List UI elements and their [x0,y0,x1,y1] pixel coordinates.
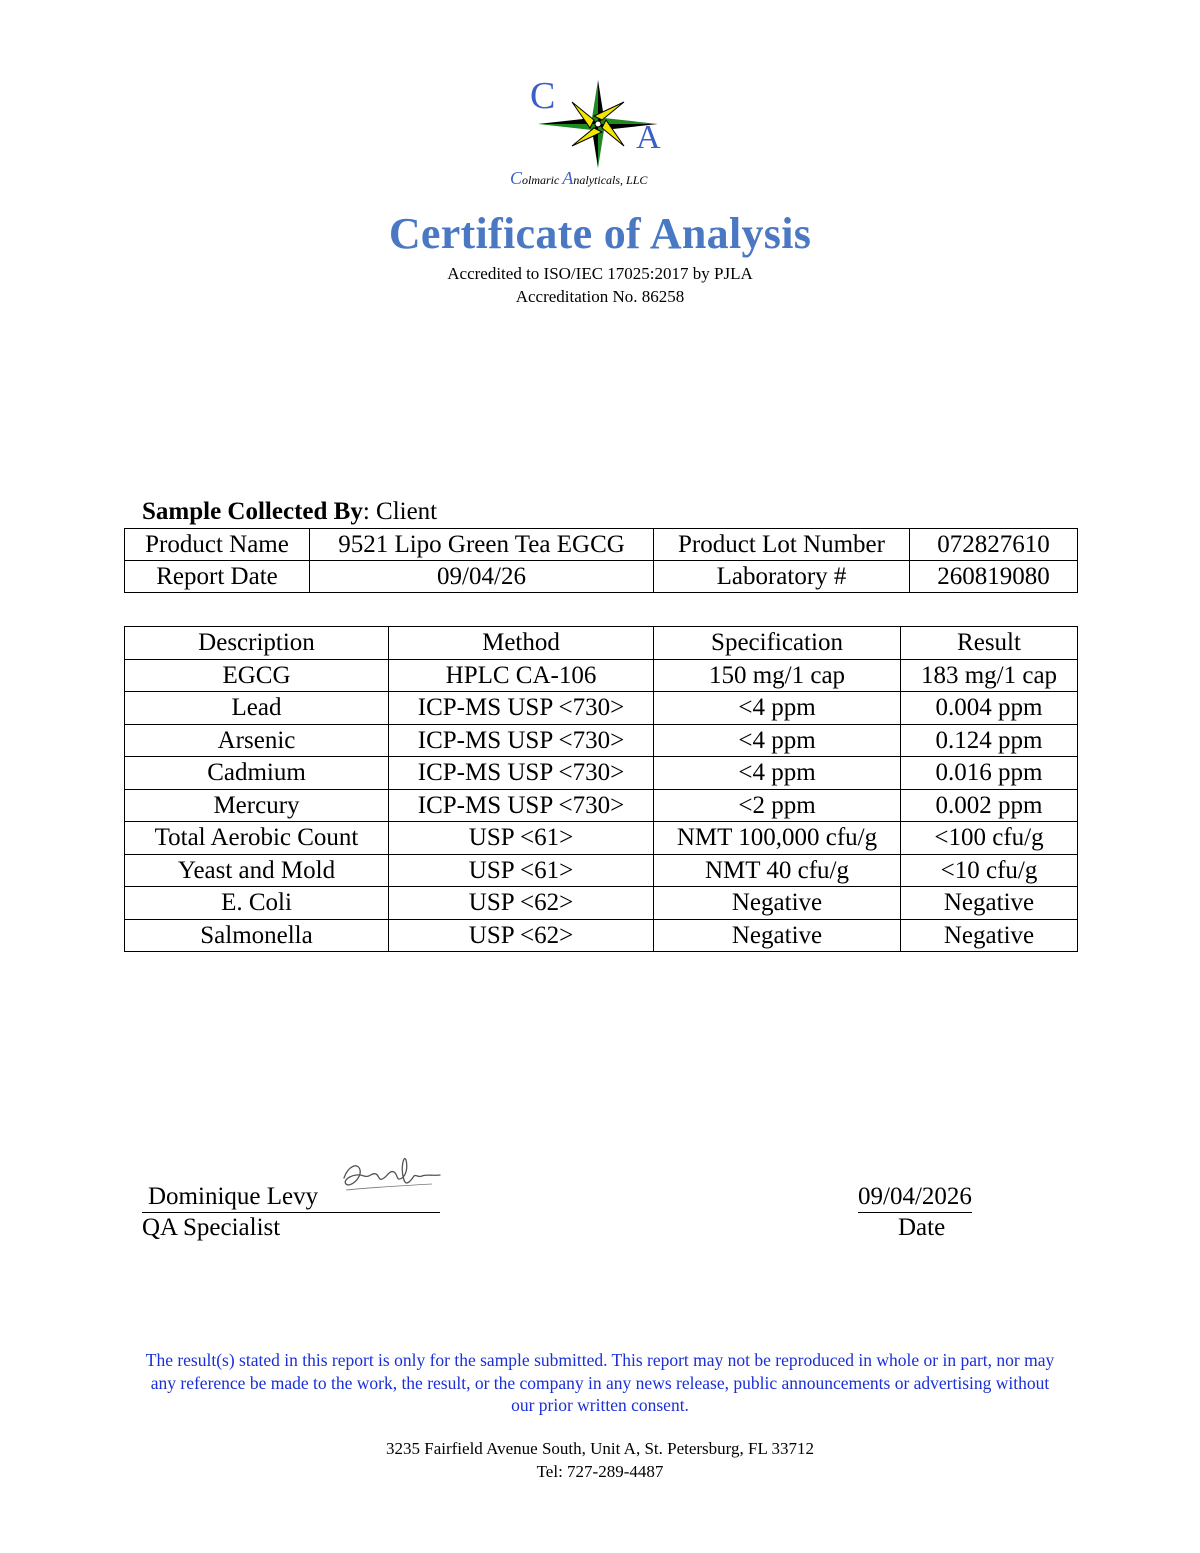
cell-description: Yeast and Mold [125,854,389,887]
table-row [125,561,1078,593]
cell-method: ICP-MS USP <730> [389,789,654,822]
cell-method: USP <61> [389,854,654,887]
cell-result: 0.004 ppm [901,692,1078,725]
footer-phone: Tel: 727-289-4487 [536,1462,664,1481]
cell-specification: Negative [654,887,901,920]
sample-collected-label: Sample Collected By [142,498,363,525]
cell-specification: 150 mg/1 cap [654,659,901,692]
cell-description: Arsenic [125,724,389,757]
sample-collected-value: : Client [362,498,438,525]
cell-method: ICP-MS USP <730> [389,757,654,790]
cell-result: Negative [901,919,1078,952]
table-row [125,659,1078,692]
logo-letter-a: A [636,119,661,156]
cell-method: USP <62> [389,887,654,920]
cell-description: EGCG [125,659,389,692]
cell-description: Salmonella [125,919,389,952]
cell-specification: <4 ppm [654,724,901,757]
cell-specification: Negative [654,919,901,952]
cell-description: Mercury [125,789,389,822]
cell-specification: <4 ppm [654,757,901,790]
cell-specification: <2 ppm [654,789,901,822]
cell-label-product-name: Product Name [125,529,310,561]
compass-star-icon [500,72,700,192]
cell-lot-number: 072827610 [910,529,1078,561]
cell-laboratory-number: 260819080 [910,561,1078,593]
handwritten-signature [336,1148,446,1208]
cell-label-report-date: Report Date [125,561,310,593]
cell-method: USP <62> [389,919,654,952]
cell-result: <10 cfu/g [901,854,1078,887]
accreditation-number: Accreditation No. 86258 [515,287,685,306]
table-row [125,789,1078,822]
table-header-row [125,627,1078,660]
sign-date: 09/04/2026 [858,1182,972,1213]
table-row [125,692,1078,725]
header-result: Result [901,627,1078,660]
table-row [125,822,1078,855]
table-row [125,757,1078,790]
cell-description: Lead [125,692,389,725]
table-row [125,887,1078,920]
cell-specification: <4 ppm [654,692,901,725]
logo-letter-c: C [530,75,556,117]
page-title: Certificate of Analysis [388,209,812,258]
cell-method: ICP-MS USP <730> [389,692,654,725]
table-row [125,854,1078,887]
cell-result: 0.124 ppm [901,724,1078,757]
product-info-table [124,528,1078,593]
header-description: Description [125,627,389,660]
results-table [124,626,1078,952]
disclaimer-text: The result(s) stated in this report is only for the sample submitted. This report may not be reproduced in whole or in part, nor may any reference be made to the work, the result, or the company in any news release, public announcements or advertising without our prior written consent. [145,1350,1055,1415]
header-method: Method [389,627,654,660]
cell-result: 183 mg/1 cap [901,659,1078,692]
cell-result: 0.016 ppm [901,757,1078,790]
cell-method: HPLC CA-106 [389,659,654,692]
table-row [125,529,1078,561]
cell-method: USP <61> [389,822,654,855]
cell-label-lot-number: Product Lot Number [654,529,910,561]
cell-label-laboratory-number: Laboratory # [654,561,910,593]
footer-address: 3235 Fairfield Avenue South, Unit A, St. Petersburg, FL 33712 [386,1439,814,1458]
cell-result: <100 cfu/g [901,822,1078,855]
sample-collected [142,498,437,526]
accreditation-line: Accredited to ISO/IEC 17025:2017 by PJLA [447,264,753,283]
header-specification: Specification [654,627,901,660]
table-row [125,724,1078,757]
cell-report-date: 09/04/26 [310,561,654,593]
cell-description: E. Coli [125,887,389,920]
date-label: Date [898,1214,946,1241]
cell-result: Negative [901,887,1078,920]
table-row [125,919,1078,952]
cell-method: ICP-MS USP <730> [389,724,654,757]
cell-product-name: 9521 Lipo Green Tea EGCG [310,529,654,561]
signer-title: QA Specialist [142,1214,281,1241]
logo-company-name: Colmaric Analyticals, LLC [510,168,648,188]
signer-name: Dominique Levy [142,1182,440,1213]
cell-specification: NMT 40 cfu/g [654,854,901,887]
cell-specification: NMT 100,000 cfu/g [654,822,901,855]
company-logo [500,72,700,192]
cell-description: Cadmium [125,757,389,790]
cell-description: Total Aerobic Count [125,822,389,855]
cell-result: 0.002 ppm [901,789,1078,822]
